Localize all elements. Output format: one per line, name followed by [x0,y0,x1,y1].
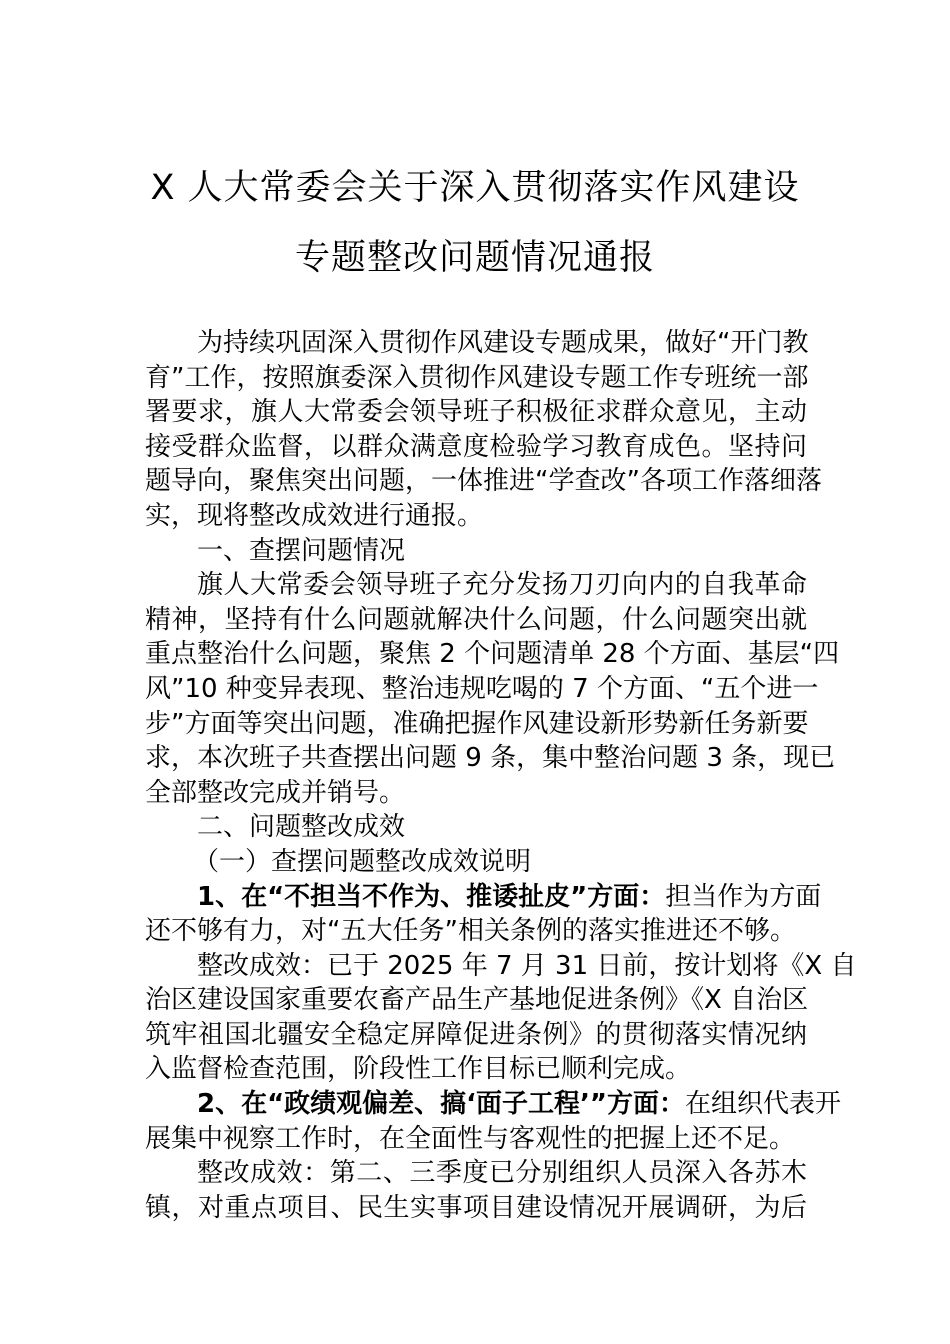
item-heading: 2、在“政绩观偏差、搞‘面子工程’”方面： [197,1089,686,1120]
item-text: 在组织代表开 [685,1089,842,1120]
document-title-line-1: X 人大常委会关于深入贯彻落实作风建设 [150,168,800,208]
item-text: 担当作为方面 [665,881,822,912]
paragraph-line: 重点整治什么问题，聚焦 2 个问题清单 28 个方面、基层“四 [145,639,840,670]
subsection-heading: （一）查摆问题整改成效说明 [193,846,532,877]
paragraph-line: 治区建设国家重要农畜产品生产基地促进条例》《X 自治区 [145,985,809,1016]
paragraph-line: 题导向，聚焦突出问题，一体推进“学查改”各项工作落细落 [145,466,822,497]
paragraph-line [145,880,822,915]
paragraph-line: 展集中视察工作时，在全面性与客观性的把握上还不足。 [145,1123,796,1154]
paragraph-line: 步”方面等突出问题，准确把握作风建设新形势新任务新要 [145,708,809,739]
paragraph-line: 还不够有力，对“五大任务”相关条例的落实推进还不够。 [145,916,796,947]
paragraph-line: 求，本次班子共查摆出问题 9 条，集中整治问题 3 条，现已 [145,743,836,774]
document-body [145,326,857,1225]
paragraph-line: 实，现将整改成效进行通报。 [145,500,484,531]
paragraph-line: 整改成效：第二、三季度已分别组织人员深入各苏木 [197,1158,807,1189]
section-heading: 二、问题整改成效 [197,812,406,843]
section-heading: 一、查摆问题情况 [197,535,406,566]
paragraph-line [145,1087,842,1122]
paragraph-line: 为持续巩固深入贯彻作风建设专题成果，做好“开门教 [197,328,809,358]
paragraph-line: 风”10 种变异表现、整治违规吃喝的 7 个方面、“五个进一 [145,673,819,704]
paragraph-line: 全部整改完成并销号。 [145,777,406,808]
paragraph-line: 接受群众监督，以群众满意度检验学习教育成色。坚持问 [145,431,807,462]
paragraph-line: 精神，坚持有什么问题就解决什么问题，什么问题突出就 [145,604,807,635]
document-title-line-2: 专题整改问题情况通报 [294,238,655,278]
paragraph-line: 入监督检查范围，阶段性工作目标已顺利完成。 [145,1054,692,1085]
paragraph-line: 育”工作，按照旗委深入贯彻作风建设专题工作专班统一部 [145,362,809,393]
paragraph-line: 筑牢祖国北疆安全稳定屏障促进条例》的贯彻落实情况纳 [145,1019,807,1050]
item-heading: 1、在“不担当不作为、推诿扯皮”方面： [197,881,666,912]
paragraph-line: 署要求，旗人大常委会领导班子积极征求群众意见，主动 [145,397,807,428]
paragraph-line: 旗人大常委会领导班子充分发扬刀刃向内的自我革命 [197,570,807,601]
paragraph-line: 镇，对重点项目、民生实事项目建设情况开展调研，为后 [145,1192,807,1223]
paragraph-line: 整改成效：已于 2025 年 7 月 31 日前，按计划将《X 自 [197,950,857,981]
